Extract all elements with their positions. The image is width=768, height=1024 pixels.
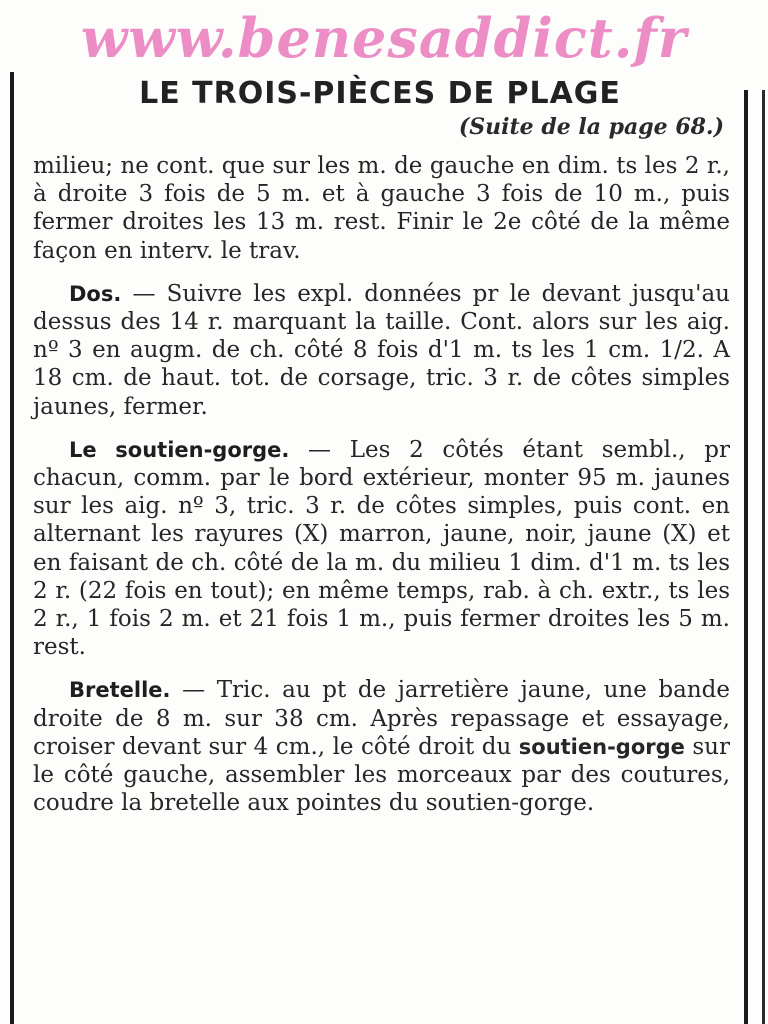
dos-heading: Dos. [69,281,122,306]
dos-text: — Suivre les expl. données pr le devant jusqu'au dessus des 14 r. marquant la taille. Cont. alors sur les aig. nº 3 en augm. de ch. côté 8 fois d'1 m. ts les 1 cm. 1/2. A 18 cm. de haut. tot. de corsage, tric. 3 r. de côtes simples jaunes, fermer. [33,280,730,420]
bretelle-paragraph [33,676,730,817]
soutien-gorge-text: — Les 2 côtés étant sembl., pr chacun, comm. par le bord extérieur, monter 95 m. jaunes sur les aig. nº 3, tric. 3 r. de côtes simples, puis cont. en alternant les rayures (X) marron, jaune, noir, jaune (X) et en faisant de ch. côté de la m. du milieu 1 dim. d'1 m. ts les 2 r. (22 fois en tout); en même temps, rab. à ch. extr., ts les 2 r., 1 fois 2 m. et 21 fois 1 m., puis fermer droites les 5 m. rest. [33,436,731,661]
article-body [33,152,730,832]
continuation-note: (Suite de la page 68.) [458,114,724,140]
watermark-url: www.benesaddict.fr [80,6,688,70]
bretelle-heading: Bretelle. [69,678,171,703]
column-rule-right-outer [762,90,765,1024]
column-rule-right [744,90,748,1024]
soutien-gorge-heading: Le soutien-gorge. [69,437,290,462]
soutien-gorge-paragraph [33,436,730,662]
bretelle-text-b: sur le côté gauche, assembler les morceaux par des coutures, coudre la bretelle aux pointes du soutien-gorge. [33,733,730,817]
bretelle-emphasis: soutien-gorge [518,734,685,759]
column-rule-left [10,72,14,1024]
dos-paragraph [33,280,730,421]
bretelle-text-a: — Tric. au pt de jarretière jaune, une bande droite de 8 m. sur 38 cm. Après repassage et essayage, croiser devant sur 4 cm., le côté droit du [33,677,730,760]
intro-paragraph: milieu; ne cont. que sur les m. de gauche en dim. ts les 2 r., à droite 3 fois de 5 m. et à gauche 3 fois de 10 m., puis fermer droites les 13 m. rest. Finir le 2e côté de la même façon en interv. le trav. [33,153,730,264]
article-title: LE TROIS-PIÈCES DE PLAGE [139,76,621,111]
